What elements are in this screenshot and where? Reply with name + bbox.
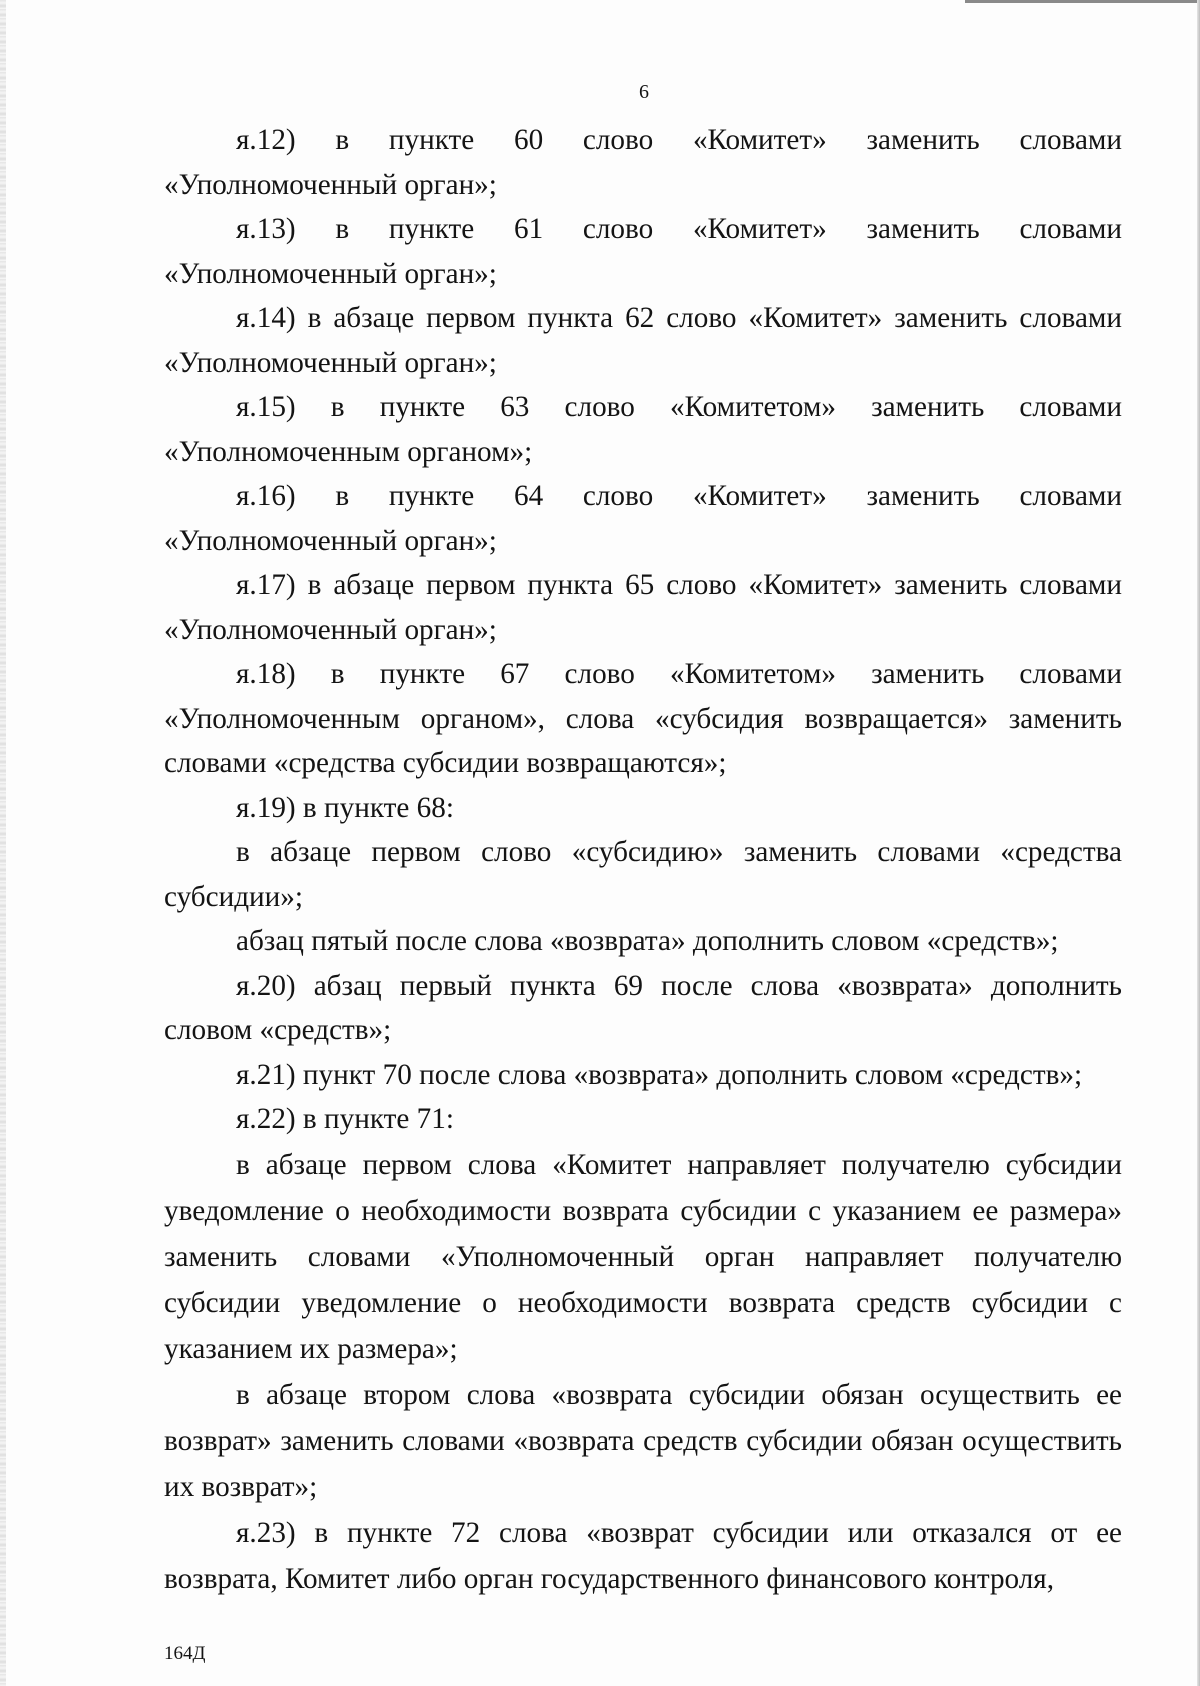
paragraph-ya-22: я.22) в пункте 71:	[236, 1103, 454, 1135]
document-body	[164, 118, 1122, 1602]
paragraph-ya-19-fifth: абзац пятый после слова «возврата» дополнить словом «средств»;	[236, 925, 1059, 957]
paragraph-ya-12: я.12) в пункте 60 слово «Комитет» заменить словами «Уполномоченный орган»;	[164, 124, 1122, 201]
page-number: 6	[639, 81, 649, 103]
paragraph-ya-22-second: в абзаце втором слова «возврата субсидии обязан осуществить ее возврат» заменить словами «возврата средств субсидии обязан осуществить их возврат»;	[164, 1378, 1122, 1503]
paragraph-ya-23: я.23) в пункте 72 слова «возврат субсидии или отказался от ее возврата, Комитет либо орган государственного финансового контроля,	[164, 1516, 1122, 1595]
paragraph-ya-19: я.19) в пункте 68:	[236, 791, 454, 824]
scan-top-rule	[965, 0, 1200, 3]
paragraph-ya-20: я.20) абзац первый пункта 69 после слова «возврата» дополнить словом «средств»;	[164, 969, 1122, 1046]
paragraph-ya-13: я.13) в пункте 61 слово «Комитет» заменить словами «Уполномоченный орган»;	[164, 213, 1122, 290]
paragraph-ya-16: я.16) в пункте 64 слово «Комитет» заменить словами «Уполномоченный орган»;	[164, 480, 1122, 557]
paragraph-ya-15: я.15) в пункте 63 слово «Комитетом» заменить словами «Уполномоченным органом»;	[164, 391, 1122, 468]
paragraph-ya-18: я.18) в пункте 67 слово «Комитетом» заменить словами «Уполномоченным органом», слова «субсидия возвращается» заменить словами «средства субсидии возвращаются»;	[164, 658, 1122, 779]
scan-left-edge	[0, 0, 6, 1686]
document-code: 164Д	[164, 1643, 206, 1664]
paragraph-ya-21: я.21) пункт 70 после слова «возврата» дополнить словом «средств»;	[236, 1058, 1083, 1091]
paragraph-ya-14: я.14) в абзаце первом пункта 62 слово «Комитет» заменить словами «Уполномоченный орган»;	[164, 302, 1122, 379]
paragraph-ya-22-first: в абзаце первом слова «Комитет направляет получателю субсидии уведомление о необходимости возврата субсидии с указанием ее размера» заменить словами «Уполномоченный орган направляет получателю субсидии уведомление о необходимости возврата средств субсидии с указанием их размера»;	[164, 1148, 1122, 1365]
paragraph-ya-17: я.17) в абзаце первом пункта 65 слово «Комитет» заменить словами «Уполномоченный орган»;	[164, 569, 1122, 646]
paragraph-ya-19-first: в абзаце первом слово «субсидию» заменить словами «средства субсидии»;	[164, 836, 1122, 913]
